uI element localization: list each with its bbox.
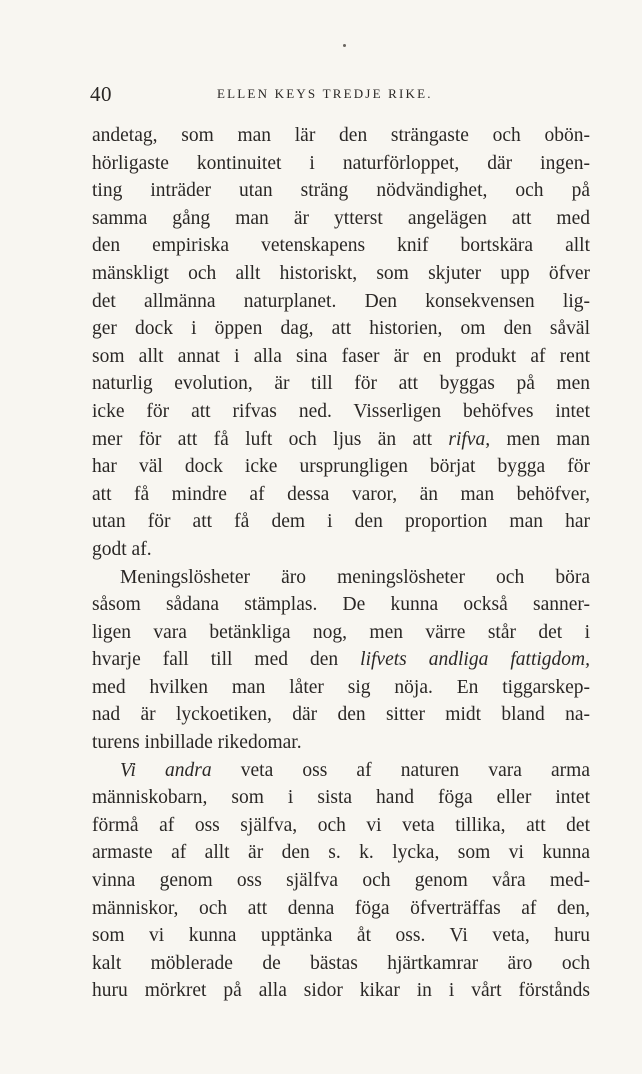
text-line: nad är lyckoetiken, där den sitter midt bland na- xyxy=(92,704,590,726)
text-line: med hvilken man låter sig nöja. En tiggarskep- xyxy=(92,676,590,698)
text-line: det allmänna naturplanet. Den konsekvensen lig- xyxy=(92,290,590,312)
text-line: har väl dock icke ursprungligen börjat bygga för xyxy=(92,456,590,478)
text-line: icke för att rifvas ned. Visserligen behöfves intet xyxy=(92,400,590,422)
text-run: mer för att få luft och ljus än att xyxy=(92,428,449,450)
text-line: hörligaste kontinuitet i naturförloppet, där ingen- xyxy=(92,152,590,174)
text-line: ligen vara betänkliga nog, men värre står det i xyxy=(92,621,590,643)
text-run: veta oss af naturen vara arma xyxy=(211,759,590,781)
text-line: samma gång man är ytterst angelägen att med xyxy=(92,207,590,229)
text-line: förmå af oss själfva, och vi veta tillika, att det xyxy=(92,814,590,836)
text-line: att få mindre af dessa varor, än man behöfver, xyxy=(92,483,590,505)
text-run: men man xyxy=(490,428,590,450)
text-line: ting inträder utan sträng nödvändighet, och på xyxy=(92,180,590,202)
paragraph xyxy=(92,757,590,1005)
text-line: människobarn, som i sista hand föga eller intet xyxy=(92,787,590,809)
body-text xyxy=(92,122,590,1005)
text-line: den empiriska vetenskapens knif bortskära allt xyxy=(92,235,590,257)
italic-phrase: Vi andra xyxy=(120,759,212,781)
italic-phrase: rifva, xyxy=(448,428,491,450)
text-line xyxy=(92,646,590,674)
text-line: människor, och att denna föga öfverträffas af den, xyxy=(92,897,590,919)
text-line xyxy=(92,426,590,454)
page-number: 40 xyxy=(90,82,112,106)
text-line: ger dock i öppen dag, att historien, om den såväl xyxy=(92,318,590,340)
italic-phrase: lifvets andliga fattigdom, xyxy=(360,649,590,671)
text-line: armaste af allt är den s. k. lycka, som vi kunna xyxy=(92,842,590,864)
page-header xyxy=(90,82,590,106)
text-line: Meningslösheter äro meningslösheter och böra xyxy=(120,566,590,588)
text-line xyxy=(92,757,590,785)
text-run: hvarje fall till med den xyxy=(92,649,361,671)
text-line: godt af. xyxy=(92,538,152,560)
text-line: såsom sådana stämplas. De kunna också sanner- xyxy=(92,594,590,616)
text-line: mänskligt och allt historiskt, som skjuter upp öfver xyxy=(92,262,590,284)
text-line: huru mörkret på alla sidor kikar in i vårt förstånds xyxy=(92,980,590,1002)
paragraph xyxy=(92,122,590,564)
printers-mark xyxy=(343,44,346,47)
text-line: utan för att få dem i den proportion man har xyxy=(92,511,590,533)
paragraph xyxy=(92,564,590,757)
text-line: kalt möblerade de bästas hjärtkamrar äro och xyxy=(92,952,590,974)
text-line: som vi kunna upptänka åt oss. Vi veta, huru xyxy=(92,925,590,947)
text-line: som allt annat i alla sina faser är en produkt af rent xyxy=(92,345,590,367)
text-line: turens inbillade rikedomar. xyxy=(92,732,302,754)
text-line: naturlig evolution, är till för att byggas på men xyxy=(92,373,590,395)
running-head: ELLEN KEYS TREDJE RIKE. xyxy=(217,86,433,101)
text-line: vinna genom oss själfva och genom våra med- xyxy=(92,870,590,892)
text-line: andetag, som man lär den strängaste och obön- xyxy=(92,125,590,146)
